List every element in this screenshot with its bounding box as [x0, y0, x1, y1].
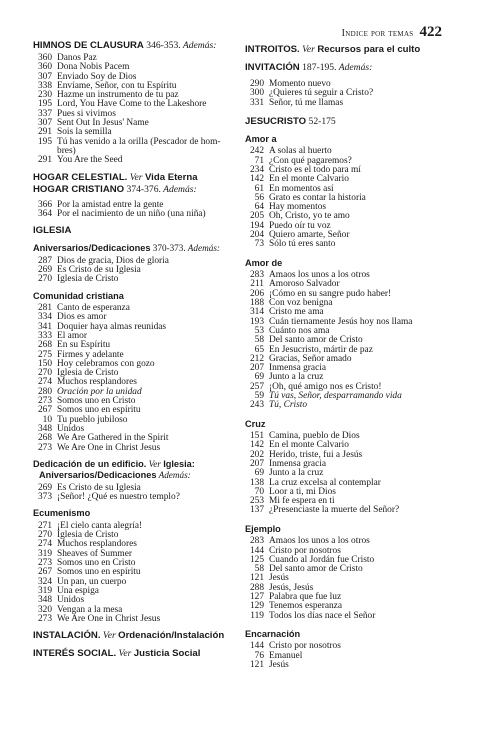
hymn-number: 291 [37, 155, 52, 166]
entry-list [33, 522, 238, 624]
heading-text: Dedicación de un edificio. [33, 458, 147, 469]
hymn-title: Tenemos esperanza [269, 601, 343, 612]
hymn-number: 271 [37, 520, 52, 531]
hymn-number: 273 [37, 613, 52, 624]
hymn-title: Pues si vivimos [57, 108, 116, 119]
hymn-title: Todos los días nace el Señor [269, 610, 376, 621]
index-entry [33, 444, 238, 453]
hymn-title: Canto de esperanza [57, 303, 130, 314]
hymn-number: 195 [37, 136, 52, 147]
hymn-title: Cuando al Jordán fue Cristo [269, 554, 375, 565]
hymn-title: Hay momentos [269, 202, 327, 213]
subsection-heading [33, 243, 238, 255]
heading-range: 346-353. [143, 40, 181, 51]
hymn-number: 360 [37, 53, 52, 63]
hymn-title: Tú vas, Señor, desparramando vida [269, 391, 402, 402]
see-label: Ver [127, 171, 145, 183]
hymn-number: 253 [249, 496, 264, 507]
hymn-number: 324 [37, 576, 52, 587]
hymn-title: Dona Nobis Pacem [57, 62, 130, 73]
cross-reference: Justicia Social [133, 648, 201, 660]
heading-ademas: Además: [185, 243, 220, 254]
section-invitacion [245, 62, 450, 108]
entry-list [245, 432, 450, 516]
hymn-number: 119 [250, 610, 264, 621]
hymn-title: Jesús, Jesús [269, 582, 314, 593]
hymn-title: Doquier haya almas reunidas [57, 321, 167, 332]
index-entry [33, 275, 238, 284]
cross-reference: Ordenación/Instalación [118, 630, 225, 642]
hymn-title: Firmes y adelante [57, 349, 124, 360]
hymn-title: Muchos resplandores [57, 539, 137, 550]
hymn-title: Cristo me ama [269, 307, 324, 318]
hymn-title: El amor [57, 330, 87, 341]
hymn-number: 319 [37, 548, 52, 559]
hymn-title: ¡Cómo en su sangre pudo haber! [269, 288, 392, 299]
hymn-title: We Are One in Christ Jesus [57, 613, 161, 624]
index-entry [245, 240, 450, 249]
hymn-title: Sólo tú eres santo [269, 239, 336, 250]
hymn-number: 267 [37, 405, 52, 416]
hymn-number: 65 [254, 344, 264, 355]
hymn-number: 366 [37, 199, 52, 210]
hymn-number: 300 [249, 88, 264, 99]
hymn-number: 142 [249, 174, 264, 185]
hymn-title-continuation: bres) [57, 145, 76, 156]
hymn-number: 195 [37, 99, 52, 110]
hymn-title: Un pan, un cuerpo [57, 576, 127, 587]
hymn-number: 212 [249, 353, 264, 364]
hymn-title: Unidos [57, 595, 85, 606]
subsection-heading: Encarnación [245, 628, 301, 639]
entry-list [33, 54, 238, 166]
hymn-number: 341 [37, 321, 52, 332]
section-heading-hogar-celestial [33, 172, 238, 184]
subsection-heading: Amor a [245, 133, 277, 144]
index-entry [245, 661, 450, 670]
hymn-title: Hoy celebramos con gozo [57, 358, 155, 369]
hymn-title: Señor, tú me llamas [269, 97, 344, 108]
section-heading-interes-social [33, 648, 238, 660]
hymn-number: 257 [249, 381, 264, 392]
hymn-title: A solas al huerto [269, 146, 332, 157]
hymn-title: Cristo es el todo para mí [269, 164, 361, 175]
subsection-heading: Comunidad cristiana [33, 290, 124, 301]
hymn-number: 10 [42, 414, 52, 425]
subsection-heading: Ejemplo [245, 523, 281, 534]
hymn-title: Amoroso Salvador [269, 279, 340, 290]
hymn-number: 207 [249, 363, 264, 374]
hymn-title: Somos uno en Cristo [57, 558, 136, 569]
hymn-number: 144 [249, 545, 264, 556]
hymn-number: 348 [37, 423, 52, 434]
subsection-heading: Amor de [245, 257, 283, 268]
hymn-title: We Are Gathered in the Spirit [57, 433, 169, 444]
entry-list [245, 80, 450, 108]
hymn-title: En el monte Calvario [269, 174, 349, 185]
hymn-title: Gracias, Señor amado [269, 353, 352, 364]
hymn-title: Loor a ti, mi Dios [269, 486, 336, 497]
cross-reference: Vida Eterna [144, 171, 198, 183]
hymn-number: 71 [254, 155, 264, 166]
cross-reference-continued: Aniversarios/Dedicaciones [39, 470, 157, 481]
hymn-number: 58 [254, 335, 264, 346]
hymn-title: Oración por la unidad [57, 386, 142, 397]
hymn-number: 234 [249, 164, 264, 175]
index-entry [245, 401, 450, 410]
hymn-number: 121 [249, 660, 264, 671]
hymn-title: Vengan a la mesa [57, 604, 123, 615]
hymn-title: Cristo por nosotros [269, 545, 341, 556]
hymn-title: Sent Out In Jesus' Name [57, 118, 149, 129]
hymn-number: 360 [37, 62, 52, 73]
hymn-title: Somos uno en espíritu [57, 405, 141, 416]
see-label: Ver [100, 630, 119, 642]
hymn-number: 267 [37, 567, 52, 578]
index-entry [33, 156, 238, 165]
section-heading-instalacion [33, 630, 238, 642]
hymn-title: Amaos los unos a los otros [269, 536, 370, 547]
hymn-number: 242 [249, 146, 264, 157]
hymn-title: Puedo oír tu voz [269, 220, 331, 231]
hymn-title: Es Cristo de su Iglesia [57, 482, 141, 493]
hymn-number: 73 [254, 239, 264, 250]
hymn-number: 274 [37, 539, 52, 550]
entry-list [33, 257, 238, 285]
hymn-number: 150 [37, 358, 52, 369]
hymn-title: Es Cristo de su Iglesia [57, 264, 141, 275]
subsection-ejemplo [245, 524, 450, 621]
section-heading [33, 184, 238, 196]
hymn-title: Cuán tiernamente Jesús hoy nos llama [269, 316, 413, 327]
hymn-title: Por el nacimiento de un niño (una niña) [57, 208, 206, 219]
section-himnos-clausura [33, 40, 238, 166]
hymn-title: Del santo amor de Cristo [269, 335, 363, 346]
hymn-number: 193 [249, 316, 264, 327]
hymn-number: 307 [37, 71, 52, 82]
section-heading-iglesia: IGLESIA [33, 225, 72, 237]
hymn-number: 314 [249, 307, 264, 318]
section-heading-introitos [245, 44, 450, 56]
hymn-title: Muchos resplandores [57, 377, 137, 388]
hymn-number: 319 [37, 585, 52, 596]
heading-ademas: Además: [336, 62, 373, 73]
hymn-number: 275 [37, 349, 52, 360]
hymn-title: En el monte Calvario [269, 440, 349, 451]
hymn-title: En momentos así [269, 183, 334, 194]
hymn-number: 59 [254, 391, 264, 402]
hymn-title: Sois la semilla [57, 127, 112, 138]
right-column [245, 44, 450, 670]
hymn-number: 58 [254, 564, 264, 575]
index-entry [33, 493, 238, 502]
hymn-title: Enviado Soy de Dios [57, 71, 137, 82]
hymn-title: Cuánto nos ama [269, 325, 330, 336]
hymn-title: Tú has venido a la orilla (Pescador de hom- [57, 136, 221, 147]
hymn-title: Del santo amor de Cristo [269, 564, 363, 575]
heading-text: INSTALACIÓN. [33, 630, 101, 642]
hymn-title: Una espiga [57, 585, 99, 596]
subsection-ecumenismo [33, 508, 238, 624]
hymn-title: Inmensa gracia [269, 363, 327, 374]
hymn-number: 268 [37, 433, 52, 444]
subsection-amor-a [245, 134, 450, 250]
hymn-number: 290 [249, 79, 264, 89]
subsection-aniversarios [33, 243, 238, 284]
hymn-number: 144 [249, 641, 264, 652]
hymn-title: Inmensa gracia [269, 459, 327, 469]
hymn-title: En Jesucristo, mártir de paz [269, 344, 373, 355]
hymn-title: Iglesia de Cristo [57, 274, 119, 285]
subsection-comunidad-cristiana [33, 291, 238, 453]
hymn-title: Grato es contar la historia [269, 192, 366, 203]
hymn-number: 364 [37, 208, 52, 219]
index-entry [245, 506, 450, 515]
hymn-title: Somos uno en Cristo [57, 396, 136, 407]
hymn-number: 61 [254, 183, 264, 194]
hymn-title: Tú, Cristo [269, 400, 308, 411]
see-label: Ver [146, 458, 164, 469]
hymn-number: 283 [249, 270, 264, 281]
page-header [342, 24, 442, 41]
hymn-number: 69 [254, 468, 264, 479]
hymn-title: Somos uno en espíritu [57, 567, 141, 578]
entry-list [33, 484, 238, 503]
heading-ademas: Además: [180, 40, 217, 51]
hymn-number: 138 [249, 477, 264, 488]
index-entry [245, 99, 450, 108]
heading-text: INTROITOS. [245, 44, 300, 55]
hymn-title: Junto a la cruz [269, 468, 324, 479]
hymn-number: 281 [37, 303, 52, 314]
hymn-number: 204 [249, 230, 264, 241]
hymn-title: ¡El cielo canta alegría! [57, 520, 143, 531]
hymn-number: 202 [249, 449, 264, 460]
hymn-number: 121 [249, 573, 264, 584]
hymn-number: 338 [37, 80, 52, 91]
subsection-heading: Ecumenismo [33, 508, 91, 519]
hymn-number: 207 [249, 459, 264, 469]
hymn-title: Hazme un instrumento de tu paz [57, 90, 179, 101]
hymn-number: 373 [37, 492, 52, 503]
hymn-number: 211 [250, 279, 264, 290]
hymn-title: Con voz benigna [269, 298, 333, 309]
heading-text: INTERÉS SOCIAL. [33, 648, 117, 660]
hymn-title: Junto a la cruz [269, 372, 324, 383]
hymn-number: 273 [37, 442, 52, 453]
hymn-title: We Are One in Christ Jesus [57, 442, 161, 453]
hymn-number: 268 [37, 340, 52, 351]
hymn-title: Mi fe espera en ti [269, 496, 335, 507]
hymn-title: Emanuel [269, 650, 303, 661]
hymn-number: 142 [249, 440, 264, 451]
heading-text: HIMNOS DE CLAUSURA [33, 40, 144, 51]
see-label: Ver [299, 44, 318, 55]
left-column [33, 40, 238, 660]
hymn-title: Sheaves of Summer [57, 548, 132, 559]
subsection-heading: Cruz [245, 418, 266, 429]
hymn-number: 273 [37, 396, 52, 407]
hymn-number: 69 [254, 372, 264, 383]
hymn-number: 206 [249, 288, 264, 299]
hymn-number: 287 [37, 255, 52, 266]
subsection-dedicacion [33, 459, 238, 503]
heading-ademas: Además: [156, 470, 191, 481]
hymn-number: 129 [249, 601, 264, 612]
hymn-title: Iglesia de Cristo [57, 368, 119, 379]
hymn-number: 273 [37, 558, 52, 569]
page-number: 422 [419, 24, 442, 40]
hymn-number: 53 [254, 325, 264, 336]
hymn-number: 194 [249, 220, 264, 231]
hymn-title: You Are the Seed [57, 155, 123, 166]
hymn-title: Danos Paz [57, 53, 97, 63]
hymn-title: Unidos [57, 423, 85, 434]
hymn-number: 125 [249, 554, 264, 565]
heading-range: 187-195. [299, 62, 337, 73]
hymn-number: 280 [37, 386, 52, 397]
hymn-title: ¿Presenciaste la muerte del Señor? [269, 505, 400, 516]
hymn-number: 205 [249, 211, 264, 222]
hymn-title: Momento nuevo [269, 79, 331, 89]
hymn-title: Jesús [269, 660, 289, 671]
hymn-title: Palabra que fue luz [269, 592, 342, 603]
hymn-number: 230 [37, 90, 52, 101]
cross-reference: Iglesia: [163, 458, 195, 469]
hymn-title: ¿Quieres tú seguir a Cristo? [269, 88, 374, 99]
subsection-heading-line2 [33, 470, 238, 482]
heading-range: 52-175 [306, 115, 336, 127]
hymn-title: Iglesia de Cristo [57, 530, 119, 541]
see-label: Ver [116, 648, 134, 660]
entry-list [33, 304, 238, 453]
hymn-title: ¿Con qué pagaremos? [269, 155, 352, 166]
hymn-title: ¡Oh, qué amigo nos es Cristo! [269, 381, 382, 392]
hymn-number: 127 [249, 592, 264, 603]
hymn-number: 288 [249, 582, 264, 593]
hymn-number: 320 [37, 604, 52, 615]
hymn-number: 151 [249, 431, 264, 442]
entry-list [245, 147, 450, 249]
hymn-number: 269 [37, 264, 52, 275]
heading-ademas: Además: [160, 183, 197, 195]
hymn-title: ¡Señor! ¿Qué es nuestro templo? [57, 492, 180, 503]
hymn-number: 270 [37, 368, 52, 379]
hymn-title: Camina, pueblo de Dios [269, 431, 360, 442]
entry-list [245, 642, 450, 670]
heading-range: 374-376. [124, 183, 161, 195]
hymn-number: 274 [37, 377, 52, 388]
hymn-number: 76 [254, 650, 264, 661]
section-hogar-cristiano [33, 184, 238, 220]
subsection-cruz [245, 419, 450, 516]
section-heading [245, 62, 450, 74]
section-heading [33, 40, 238, 52]
hymn-number: 348 [37, 595, 52, 606]
hymn-title: Dios de gracia, Dios de gloria [57, 255, 169, 266]
heading-text: HOGAR CELESTIAL. [33, 171, 128, 183]
hymn-number: 137 [249, 505, 264, 516]
running-header-title: Indice por temas [341, 28, 414, 39]
hymn-number: 337 [37, 108, 52, 119]
hymn-title: Dios es amor [57, 312, 107, 323]
subsection-heading [33, 459, 238, 471]
entry-list [33, 201, 238, 220]
hymn-number: 64 [254, 202, 264, 213]
subsection-encarnacion [245, 629, 450, 670]
hymn-number: 283 [249, 536, 264, 547]
hymn-title: Envíame, Señor, con tu Espíritu [57, 80, 177, 91]
hymn-number: 331 [249, 97, 264, 108]
heading-text: INVITACIÓN [245, 62, 300, 73]
hymn-number: 334 [37, 312, 52, 323]
index-entry [33, 615, 238, 624]
index-entry [33, 210, 238, 219]
hymn-number: 269 [37, 482, 52, 493]
hymn-title: Jesús [269, 573, 289, 584]
hymn-title: En su Espíritu [57, 340, 111, 351]
heading-text: Aniversarios/Dedicaciones [33, 243, 151, 254]
hymn-title: Amaos los unos a los otros [269, 270, 370, 281]
hymn-title: Lord, You Have Come to the Lakeshore [57, 99, 207, 110]
hymn-number: 56 [254, 192, 264, 203]
heading-text: JESUCRISTO [245, 115, 307, 127]
hymn-title: Herido, triste, fui a Jesús [269, 449, 363, 460]
section-heading-jesucristo [245, 116, 450, 128]
heading-range: 370-373. [150, 243, 186, 254]
hymn-title: Por la amistad entre la gente [57, 199, 164, 210]
heading-text: HOGAR CRISTIANO [33, 183, 125, 195]
hymn-number: 307 [37, 118, 52, 129]
hymn-number: 70 [254, 486, 264, 497]
hymn-number: 270 [37, 274, 52, 285]
hymn-title: Oh, Cristo, yo te amo [269, 211, 350, 222]
entry-list [245, 537, 450, 621]
hymn-title: Quiero amarte, Señor [269, 230, 350, 241]
hymn-number: 243 [249, 400, 264, 411]
index-entry [245, 612, 450, 621]
entry-list [245, 271, 450, 410]
hymn-number: 188 [249, 298, 264, 309]
subsection-amor-de [245, 258, 450, 411]
hymn-number: 291 [37, 127, 52, 138]
hymn-title: La cruz excelsa al contemplar [269, 477, 381, 488]
hymn-title: Tu pueblo jubiloso [57, 414, 128, 425]
hymn-number: 270 [37, 530, 52, 541]
hymn-title: Cristo por nosotros [269, 641, 341, 652]
cross-reference: Recursos para el culto [317, 44, 421, 55]
hymn-number: 333 [37, 330, 52, 341]
